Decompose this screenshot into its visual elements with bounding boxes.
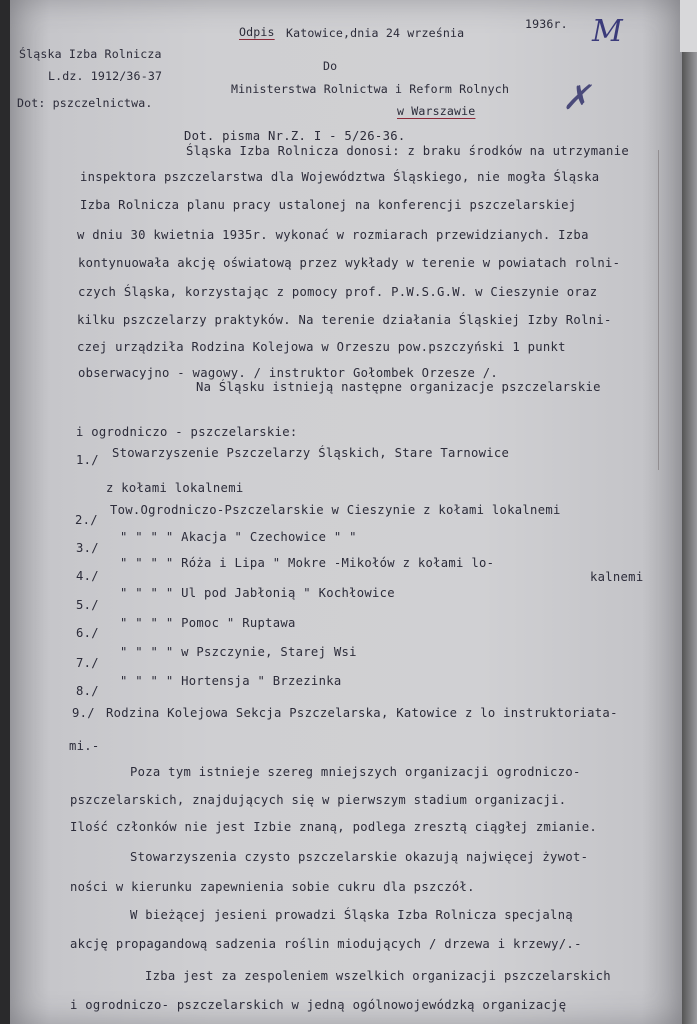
sender-name: Śląska Izba Rolnicza <box>19 47 162 61</box>
paragraph1-line: Izba Rolnicza planu pracy ustalonej na konferencji pszczelarskiej <box>80 198 577 212</box>
list-item: " " " " Pomoc " Ruptawa <box>120 616 296 630</box>
paragraph1-line: Śląska Izba Rolnicza donosi: z braku środków na utrzymanie <box>186 144 629 158</box>
list-item: " " " " w Pszczynie, Starej Wsi <box>120 645 357 659</box>
list-item: Stowarzyszenie Pszczelarzy Śląskich, Stare Tarnowice <box>112 446 510 460</box>
paragraph3-line: pszczelarskich, znajdujących się w pierwszym stadium organizacji. <box>70 793 567 807</box>
list-item: " " " " Róża i Lipa " Mokre -Mikołów z kołami lo- <box>120 556 495 570</box>
to-label: Do <box>323 59 338 73</box>
paragraph3-line: Poza tym istnieje szereg mniejszych organizacji ogrodniczo- <box>130 765 581 779</box>
place-date: Katowice,dnia 24 września <box>286 26 465 40</box>
list-item-number: 9./ <box>72 706 95 720</box>
paragraph1-line: kilku pszczelarzy praktyków. Na terenie działania Śląskiej Izby Rolni- <box>77 313 612 327</box>
paper-corner <box>680 0 697 52</box>
list-item-number: 1./ <box>76 453 99 467</box>
paragraph5-line: W bieżącej jesieni prowadzi Śląska Izba Rolnicza specjalną <box>130 908 573 922</box>
list-item-number: 2./ <box>75 513 98 527</box>
margin-line <box>658 150 659 470</box>
list-item: Tow.Ogrodniczo-Pszczelarskie w Cieszynie z kołami lokalnemi <box>110 503 561 517</box>
list-item-number: 7./ <box>76 656 99 670</box>
paragraph1-line: czej urządziła Rodzina Kolejowa w Orzeszu pow.pszczyński 1 punkt <box>77 340 566 354</box>
paragraph6-line: i ogrodniczo- pszczelarskich w jedną ogólnowojewódzką organizację <box>70 998 567 1012</box>
paragraph6-line: Izba jest za zespoleniem wszelkich organizacji pszczelarskich <box>145 969 611 983</box>
list-item-number: 8./ <box>76 684 99 698</box>
scanner-edge <box>682 0 697 1024</box>
paragraph1-line: kontynuowała akcję oświatową przez wykłady w terenie w powiatach rolni- <box>78 256 621 270</box>
ref-number: L.dz. 1912/36-37 <box>48 69 163 83</box>
list-item: " " " " Hortensja " Brzezinka <box>120 674 342 688</box>
list-item: " " " " Akacja " Czechowice " " <box>120 530 357 544</box>
list-item: kalnemi <box>590 570 644 584</box>
paragraph5-line: akcję propagandową sadzenia roślin miodujących / drzewa i krzewy/.- <box>70 937 582 951</box>
paragraph1-line: w dniu 30 kwietnia 1935r. wykonać w rozmiarach przewidzianych. Izba <box>77 228 589 242</box>
recipient: Ministerstwa Rolnictwa i Reform Rolnych <box>231 82 510 96</box>
list-intro: Na Śląsku istnieją następne organizacje pszczelarskie <box>196 380 601 394</box>
list-item: Rodzina Kolejowa Sekcja Pszczelarska, Katowice z lo instruktoriata- <box>106 706 618 720</box>
check-mark-icon: ✗ <box>562 78 591 118</box>
handwritten-m-mark: M <box>592 14 623 49</box>
list-intro-cont: i ogrodniczo - pszczelarskie: <box>76 425 298 439</box>
ref-letter-line: Dot. pisma Nr.Z. I - 5/26-36. <box>184 129 406 143</box>
list-item: mi.- <box>69 739 100 753</box>
recipient-city: w Warszawie <box>397 104 476 118</box>
paragraph4-line: ności w kierunku zapewnienia sobie cukru dla pszczół. <box>70 880 475 894</box>
year: 1936r. <box>525 17 568 31</box>
paragraph1-line: obserwacyjno - wagowy. / instruktor Gołombek Orzesze /. <box>78 366 499 380</box>
list-item-number: 5./ <box>76 598 99 612</box>
list-item: " " " " Ul pod Jabłonią " Kochłowice <box>120 586 395 600</box>
list-item-number: 3./ <box>76 541 99 555</box>
list-item-number: 4./ <box>76 569 99 583</box>
paragraph3-line: Ilość członków nie jest Izbie znaną, podlega zresztą ciągłej zmianie. <box>70 820 597 834</box>
list-item: z kołami lokalnemi <box>106 481 244 495</box>
paragraph1-line: czych Śląska, korzystając z pomocy prof. P.W.S.G.W. w Cieszynie oraz <box>78 285 598 299</box>
paragraph4-line: Stowarzyszenia czysto pszczelarskie okazują najwięcej żywot- <box>130 850 589 864</box>
subject-line: Dot: pszczelnictwa. <box>17 96 153 110</box>
odpis-label: Odpis <box>239 25 275 39</box>
paragraph1-line: inspektora pszczelarstwa dla Województwa Śląskiego, nie mogła Śląska <box>80 170 600 184</box>
list-item-number: 6./ <box>76 626 99 640</box>
